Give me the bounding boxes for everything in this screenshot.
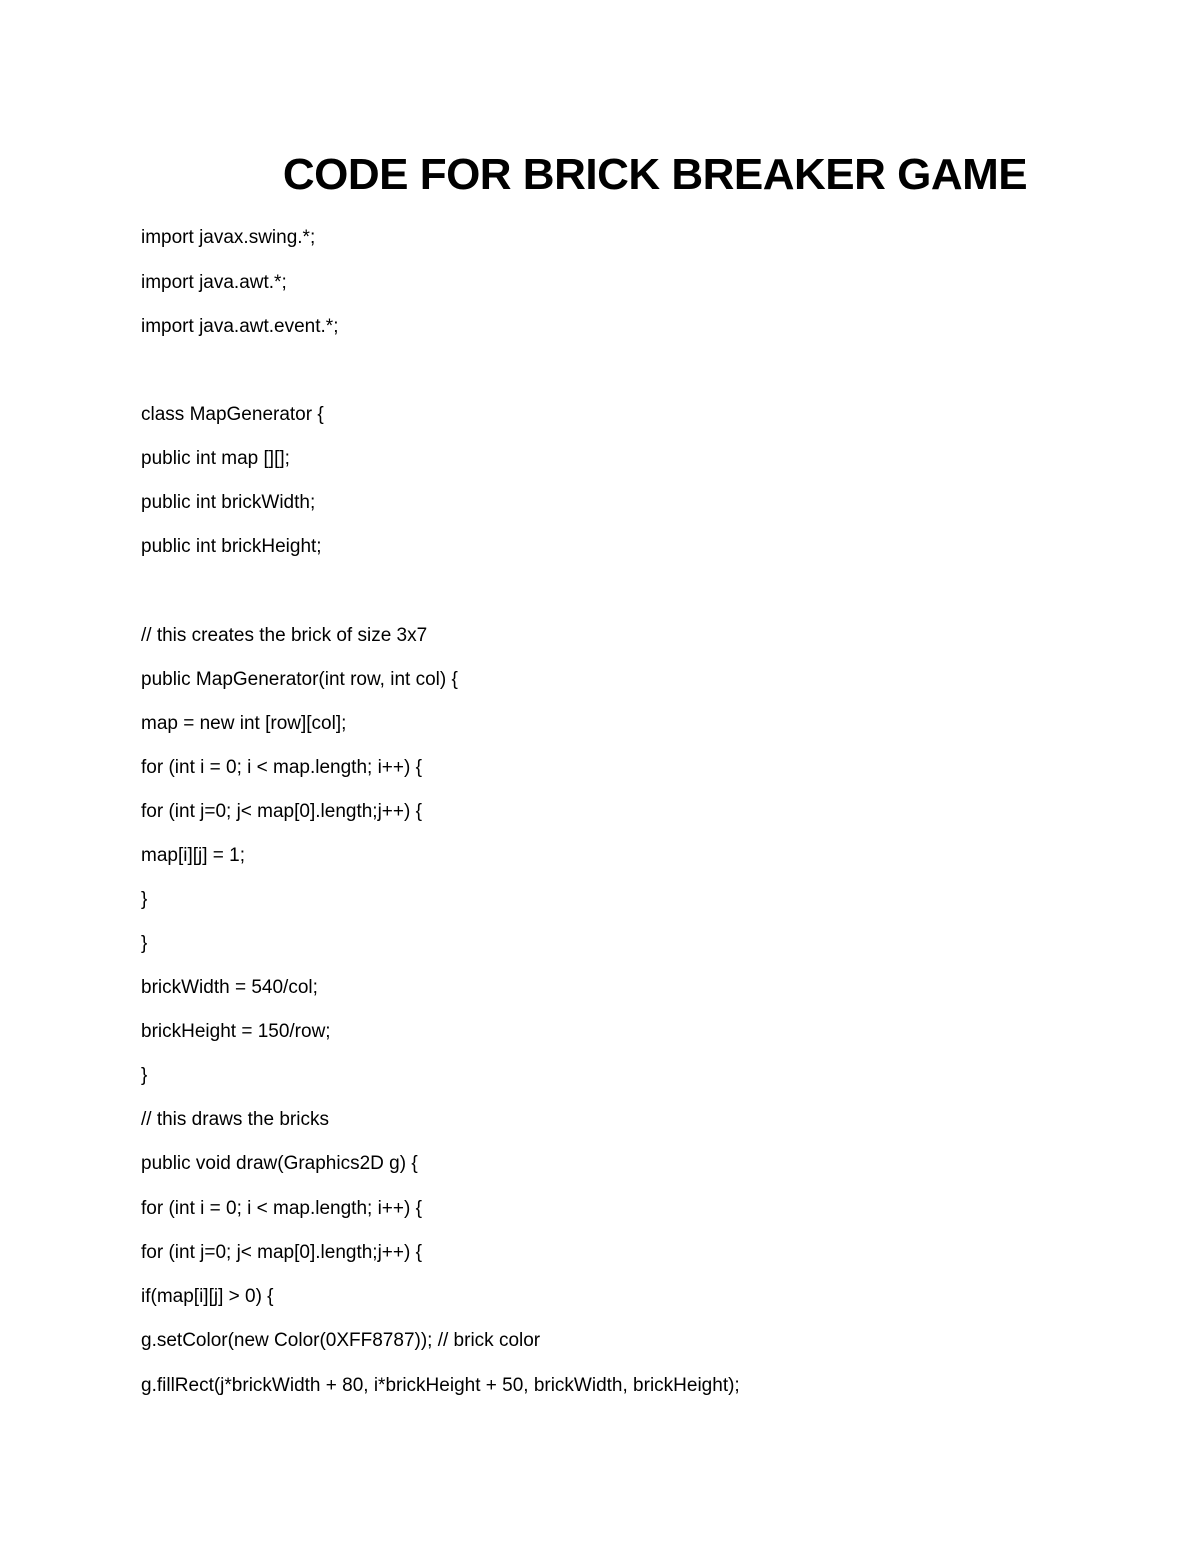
page-title: CODE FOR BRICK BREAKER GAME (282, 150, 1028, 199)
code-line: public MapGenerator(int row, int col) { (141, 669, 458, 690)
code-line: public int brickWidth; (141, 492, 316, 513)
code-line: import javax.swing.*; (141, 227, 316, 248)
code-line: brickHeight = 150/row; (141, 1021, 331, 1042)
code-line: } (141, 933, 148, 954)
code-line: class MapGenerator { (141, 404, 324, 425)
code-line: map[i][j] = 1; (141, 845, 246, 866)
code-line: import java.awt.*; (141, 272, 287, 293)
code-line: for (int i = 0; i < map.length; i++) { (141, 757, 422, 778)
code-comment: // this draws the bricks (141, 1109, 329, 1130)
code-line: brickWidth = 540/col; (141, 977, 318, 998)
code-line: for (int j=0; j< map[0].length;j++) { (141, 1242, 422, 1263)
code-line: } (141, 889, 148, 910)
code-line: if(map[i][j] > 0) { (141, 1286, 274, 1307)
code-line: g.fillRect(j*brickWidth + 80, i*brickHeight + 50, brickWidth, brickHeight); (141, 1375, 740, 1396)
code-line: } (141, 1065, 148, 1086)
code-line: public void draw(Graphics2D g) { (141, 1153, 418, 1174)
code-line: public int brickHeight; (141, 536, 322, 557)
code-line: g.setColor(new Color(0XFF8787)); // brick color (141, 1330, 541, 1351)
code-line: for (int j=0; j< map[0].length;j++) { (141, 801, 422, 822)
code-line: public int map [][]; (141, 448, 290, 469)
code-comment: // this creates the brick of size 3x7 (141, 625, 428, 646)
code-line: for (int i = 0; i < map.length; i++) { (141, 1198, 422, 1219)
code-line: map = new int [row][col]; (141, 713, 347, 734)
code-line: import java.awt.event.*; (141, 316, 339, 337)
